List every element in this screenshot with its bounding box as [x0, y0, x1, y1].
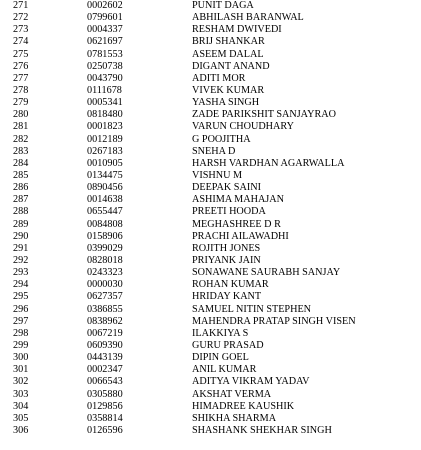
serial-number-cell: 285: [13, 169, 29, 181]
candidate-name-cell: BRIJ SHANKAR: [192, 36, 265, 48]
serial-number-cell: 291: [13, 242, 29, 254]
serial-number-cell: 296: [13, 303, 29, 315]
roll-number-cell: 0004337: [87, 24, 123, 36]
table-row: [0, 352, 421, 364]
table-row: [0, 219, 421, 231]
candidate-name-cell: YASHA SINGH: [192, 97, 260, 109]
serial-number-cell: 278: [13, 84, 29, 96]
candidate-name-cell: ILAKKIYA S: [192, 327, 249, 339]
candidate-name-cell: PRIYANK JAIN: [192, 254, 261, 266]
table-row: [0, 304, 421, 316]
candidate-name-cell: SAMUEL NITIN STEPHEN: [192, 303, 312, 315]
roll-number-cell: 0243323: [87, 267, 123, 279]
candidate-name-cell: SHASHANK SHEKHAR SINGH: [192, 424, 332, 436]
table-row: [0, 231, 421, 243]
serial-number-cell: 298: [13, 327, 29, 339]
serial-number-cell: 301: [13, 364, 29, 376]
candidate-name-cell: ASHIMA MAHAJAN: [192, 194, 284, 206]
serial-number-cell: 272: [13, 12, 29, 24]
candidate-name-cell: ZADE PARIKSHIT SANJAYRAO: [192, 109, 336, 121]
roll-number-cell: 0627357: [87, 291, 123, 303]
roll-number-cell: 0250738: [87, 60, 123, 72]
roll-number-cell: 0386855: [87, 303, 123, 315]
table-row: [0, 146, 421, 158]
serial-number-cell: 276: [13, 60, 29, 72]
table-row: [0, 376, 421, 388]
serial-number-cell: 290: [13, 230, 29, 242]
candidate-name-cell: ABHILASH BARANWAL: [192, 12, 304, 24]
roll-number-cell: 0012189: [87, 133, 123, 145]
candidate-name-cell: DIPIN GOEL: [192, 352, 249, 364]
table-row: [0, 291, 421, 303]
candidate-name-cell: MAHENDRA PRATAP SINGH VISEN: [192, 315, 356, 327]
roll-number-cell: 0399029: [87, 242, 123, 254]
roll-number-cell: 0084808: [87, 218, 123, 230]
candidate-name-cell: VISHNU M: [192, 169, 243, 181]
roll-number-cell: 0890456: [87, 182, 123, 194]
serial-number-cell: 274: [13, 36, 29, 48]
roll-number-cell: 0005341: [87, 97, 123, 109]
serial-number-cell: 280: [13, 109, 29, 121]
roll-number-cell: 0609390: [87, 339, 123, 351]
table-row: [0, 24, 421, 36]
roll-number-cell: 0134475: [87, 169, 123, 181]
roll-number-cell: 0828018: [87, 254, 123, 266]
roll-number-cell: 0838962: [87, 315, 123, 327]
table-row: [0, 170, 421, 182]
candidate-name-cell: ADITYA VIKRAM YADAV: [192, 376, 310, 388]
serial-number-cell: 273: [13, 24, 29, 36]
table-row: [0, 206, 421, 218]
serial-number-cell: 299: [13, 339, 29, 351]
table-row: [0, 401, 421, 413]
roll-number-cell: 0126596: [87, 424, 123, 436]
roll-number-cell: 0358814: [87, 412, 123, 424]
roll-number-cell: 0818480: [87, 109, 123, 121]
roll-number-cell: 0067219: [87, 327, 123, 339]
serial-number-cell: 275: [13, 48, 29, 60]
serial-number-cell: 288: [13, 206, 29, 218]
candidate-name-cell: HRIDAY KANT: [192, 291, 262, 303]
table-row: [0, 134, 421, 146]
table-row: [0, 12, 421, 24]
roll-number-cell: 0158906: [87, 230, 123, 242]
table-row: [0, 85, 421, 97]
table-row: [0, 389, 421, 401]
roll-number-cell: 0443139: [87, 352, 123, 364]
serial-number-cell: 282: [13, 133, 29, 145]
candidate-name-cell: GURU PRASAD: [192, 339, 264, 351]
candidate-name-cell: SONAWANE SAURABH SANJAY: [192, 267, 341, 279]
candidate-name-cell: RESHAM DWIVEDI: [192, 24, 282, 36]
candidate-name-cell: ASEEM DALAL: [192, 48, 264, 60]
serial-number-cell: 289: [13, 218, 29, 230]
table-row: [0, 413, 421, 425]
candidate-name-cell: AKSHAT VERMA: [192, 388, 272, 400]
serial-number-cell: 286: [13, 182, 29, 194]
table-row: [0, 158, 421, 170]
roll-number-cell: 0781553: [87, 48, 123, 60]
table-row: [0, 340, 421, 352]
candidate-name-cell: PRACHI AILAWADHI: [192, 230, 289, 242]
table-row: [0, 73, 421, 85]
serial-number-cell: 293: [13, 267, 29, 279]
serial-number-cell: 304: [13, 400, 29, 412]
roll-number-cell: 0002602: [87, 0, 123, 11]
table-row: [0, 243, 421, 255]
roll-number-cell: 0621697: [87, 36, 123, 48]
roll-number-cell: 0111678: [87, 84, 122, 96]
candidate-name-cell: ROHAN KUMAR: [192, 279, 269, 291]
candidate-name-cell: ADITI MOR: [192, 72, 246, 84]
table-row: [0, 316, 421, 328]
table-row: [0, 97, 421, 109]
serial-number-cell: 271: [13, 0, 29, 11]
serial-number-cell: 294: [13, 279, 29, 291]
table-row: [0, 267, 421, 279]
serial-number-cell: 287: [13, 194, 29, 206]
roll-number-cell: 0799601: [87, 12, 123, 24]
table-row: [0, 328, 421, 340]
table-row: [0, 194, 421, 206]
roll-number-cell: 0129856: [87, 400, 123, 412]
candidate-name-cell: HARSH VARDHAN AGARWALLA: [192, 157, 345, 169]
roll-number-cell: 0305880: [87, 388, 123, 400]
candidate-name-cell: PUNIT DAGA: [192, 0, 254, 11]
serial-number-cell: 306: [13, 424, 29, 436]
table-row: [0, 364, 421, 376]
serial-number-cell: 279: [13, 97, 29, 109]
candidate-name-cell: VIVEK KUMAR: [192, 84, 265, 96]
serial-number-cell: 284: [13, 157, 29, 169]
table-row: [0, 61, 421, 73]
table-row: [0, 255, 421, 267]
table-row: [0, 0, 421, 12]
table-row: [0, 182, 421, 194]
candidate-name-cell: ANIL KUMAR: [192, 364, 257, 376]
table-row: [0, 279, 421, 291]
candidate-name-cell: G POOJITHA: [192, 133, 251, 145]
table-row: [0, 49, 421, 61]
roll-number-cell: 0000030: [87, 279, 123, 291]
candidate-name-cell: HIMADREE KAUSHIK: [192, 400, 295, 412]
serial-number-cell: 303: [13, 388, 29, 400]
roll-number-cell: 0010905: [87, 157, 123, 169]
roll-number-cell: 0655447: [87, 206, 123, 218]
roll-number-cell: 0043790: [87, 72, 123, 84]
candidate-name-cell: MEGHASHREE D R: [192, 218, 281, 230]
candidate-name-cell: DEEPAK SAINI: [192, 182, 261, 194]
table-row: [0, 109, 421, 121]
serial-number-cell: 295: [13, 291, 29, 303]
table-row: [0, 36, 421, 48]
roll-number-cell: 0066543: [87, 376, 123, 388]
roll-number-cell: 0014638: [87, 194, 123, 206]
serial-number-cell: 277: [13, 72, 29, 84]
serial-number-cell: 292: [13, 254, 29, 266]
roll-number-cell: 0001823: [87, 121, 123, 133]
candidate-name-cell: SNEHA D: [192, 145, 236, 157]
candidate-name-cell: ROJITH JONES: [192, 242, 261, 254]
serial-number-cell: 297: [13, 315, 29, 327]
serial-number-cell: 302: [13, 376, 29, 388]
candidate-name-cell: PREETI HOODA: [192, 206, 266, 218]
roll-number-cell: 0002347: [87, 364, 123, 376]
candidate-name-cell: SHIKHA SHARMA: [192, 412, 277, 424]
roll-number-cell: 0267183: [87, 145, 123, 157]
table-row: [0, 425, 421, 437]
serial-number-cell: 281: [13, 121, 29, 133]
candidate-name-cell: DIGANT ANAND: [192, 60, 270, 72]
serial-number-cell: 305: [13, 412, 29, 424]
table-row: [0, 121, 421, 133]
serial-number-cell: 300: [13, 352, 29, 364]
serial-number-cell: 283: [13, 145, 29, 157]
candidate-name-cell: VARUN CHOUDHARY: [192, 121, 294, 133]
